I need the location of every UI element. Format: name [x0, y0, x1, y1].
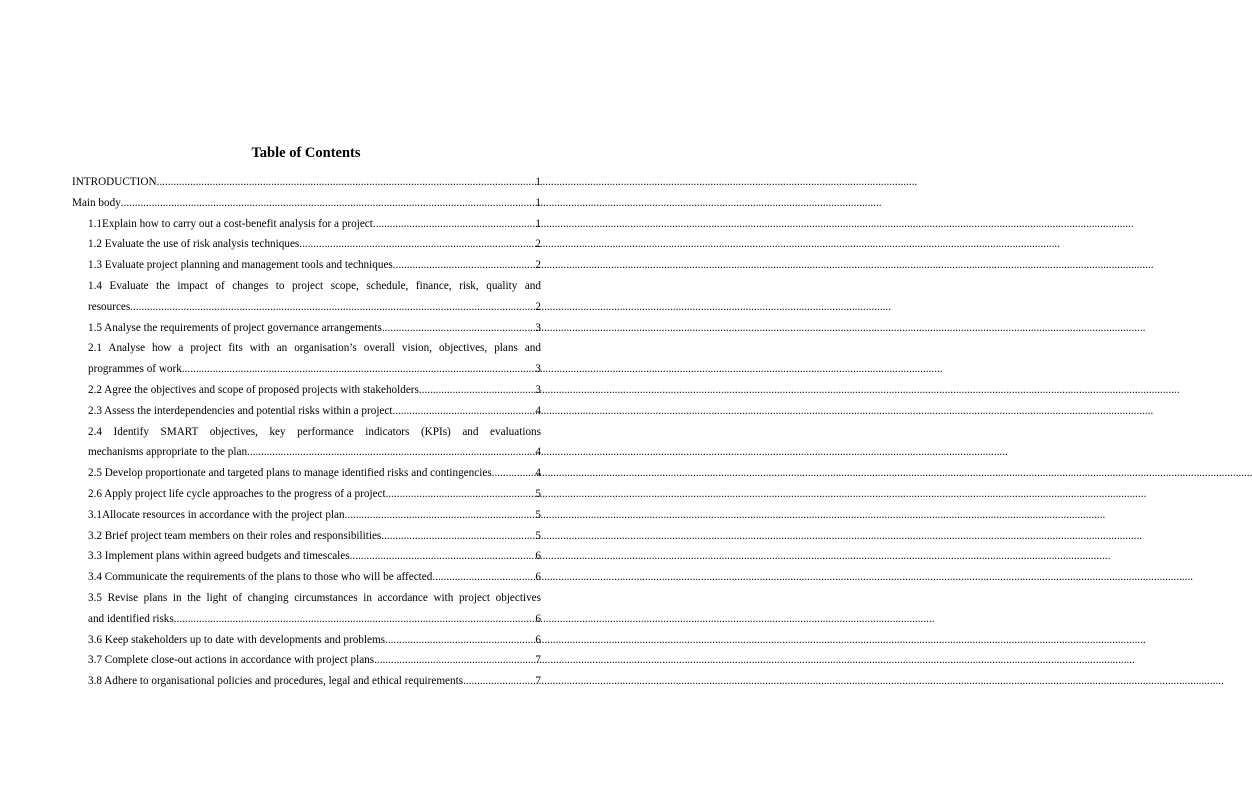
toc-entry-label: 3.3 Implement plans within agreed budgets and timescales: [88, 550, 350, 563]
toc-entry-2-5[interactable]: [72, 463, 541, 484]
toc-entry-1-3[interactable]: [72, 255, 541, 276]
toc-entry-label: 2.3 Assess the interdependencies and potential risks within a project: [88, 404, 393, 417]
toc-title: Table of Contents: [251, 145, 361, 161]
toc-entry-3-6[interactable]: [72, 630, 541, 651]
toc-dot-leader: [492, 463, 536, 484]
toc-dot-leader: [392, 401, 535, 422]
toc-entry-3-2[interactable]: [72, 526, 541, 547]
toc-entry-2-6[interactable]: [72, 484, 541, 505]
toc-entry-1-1[interactable]: [72, 214, 541, 235]
toc-page-number: 4: [535, 404, 541, 417]
toc-entry-label: 3.2 Brief project team members on their roles and responsibilities: [88, 529, 382, 542]
toc-dot-leader: [385, 630, 535, 651]
toc-entry-label: 2.2 Agree the objectives and scope of proposed projects with stakeholders: [88, 383, 419, 396]
toc-dot-leader: [350, 546, 536, 567]
toc-entry-2-1[interactable]: [72, 338, 541, 380]
toc-entry-label-continued: and identified risks: [88, 612, 174, 625]
toc-page-number: 1: [535, 217, 541, 230]
toc-page-number: 2: [535, 300, 541, 313]
toc-entry-label-continued: mechanisms appropriate to the plan: [88, 446, 248, 459]
toc-dot-leader: [463, 671, 535, 692]
toc-entry-introduction[interactable]: [72, 172, 541, 193]
toc-entry-3-7[interactable]: [72, 650, 541, 671]
toc-entry-label: 3.4 Communicate the requirements of the plans to those who will be affected: [88, 571, 433, 584]
toc-entry-label: 1.3 Evaluate project planning and management tools and techniques: [88, 259, 393, 272]
toc-entry-continuation: [88, 442, 541, 463]
toc-entry-label: Main body: [72, 196, 121, 209]
toc-dot-leader: [299, 234, 535, 255]
toc-entry-label: 1.5 Analyse the requirements of project governance arrangements.: [88, 321, 385, 334]
toc-dot-leader: [419, 380, 536, 401]
toc-entry-label: 3.5 Revise plans in the light of changing circumstances in accordance with project objectives: [88, 591, 541, 604]
toc-entry-1-5[interactable]: [72, 318, 541, 339]
toc-entry-label: 2.4 Identify SMART objectives, key performance indicators (KPIs) and evaluations: [88, 425, 541, 438]
toc-entry-3-3[interactable]: [72, 546, 541, 567]
toc-dot-leader: [393, 255, 536, 276]
toc-dot-leader: [385, 318, 536, 339]
toc-dot-leader: [247, 442, 535, 463]
toc-entry-label: 3.6 Keep stakeholders up to date with developments and problems: [88, 633, 386, 646]
toc-entry-label: 3.7 Complete close-out actions in accordance with project plans: [88, 654, 375, 667]
toc-page-number: 6: [535, 550, 541, 563]
toc-page-number: 6: [535, 571, 541, 584]
toc-dot-leader: [130, 297, 535, 318]
toc-dot-leader: [182, 359, 536, 380]
toc-page-number: 5: [535, 487, 541, 500]
toc-entry-3-4[interactable]: [72, 567, 541, 588]
toc-entry-continuation: [88, 297, 541, 318]
toc-page-number: 3: [535, 321, 541, 334]
toc-dot-leader: [174, 609, 536, 630]
toc-page-number: 6: [535, 612, 541, 625]
toc-entry-label: 2.1 Analyse how a project fits with an organisation’s overall vision, objectives, plans and: [88, 342, 541, 355]
toc-page-number: 4: [535, 467, 541, 480]
toc-page-number: 2: [535, 259, 541, 272]
toc-entry-label: 3.8 Adhere to organisational policies and procedures, legal and ethical requirements: [88, 675, 464, 688]
toc-dot-leader: [345, 505, 536, 526]
toc-page-number: 3: [535, 383, 541, 396]
toc-entry-3-1[interactable]: [72, 505, 541, 526]
toc-entry-label: 1.4 Evaluate the impact of changes to project scope, schedule, finance, risk, quality and: [88, 279, 541, 292]
toc-page-number: 6: [535, 633, 541, 646]
toc-entry-label-continued: resources: [88, 300, 131, 313]
toc-page-number: 1: [535, 196, 541, 209]
toc-dot-leader: [121, 193, 536, 214]
toc-entry-label: 1.2 Evaluate the use of risk analysis techniques: [88, 238, 300, 251]
toc-dot-leader: [381, 526, 535, 547]
toc-entry-1-2[interactable]: [72, 234, 541, 255]
toc-page-number: 7: [535, 675, 541, 688]
toc-entry-continuation: [88, 609, 541, 630]
toc-dot-leader: [373, 214, 536, 235]
toc-entry-label: 2.6 Apply project life cycle approaches to the progress of a project: [88, 487, 386, 500]
toc-entry-2-4[interactable]: [72, 422, 541, 464]
toc-entry-continuation: [88, 359, 541, 380]
toc-entry-2-2[interactable]: [72, 380, 541, 401]
toc-dot-leader: [432, 567, 535, 588]
toc-entry-1-4[interactable]: [72, 276, 541, 318]
toc-page-number: 5: [535, 508, 541, 521]
toc-dot-leader: [386, 484, 536, 505]
toc-entry-label-continued: programmes of work: [88, 363, 182, 376]
toc-entry-2-3[interactable]: [72, 401, 541, 422]
toc-entry-main-body[interactable]: [72, 193, 541, 214]
toc-entry-label: 3.1Allocate resources in accordance with the project plan: [88, 508, 345, 521]
toc-entry-label: INTRODUCTION: [72, 176, 157, 188]
toc-page-number: 4: [535, 446, 541, 459]
toc-page-number: 3: [535, 363, 541, 376]
toc-entry-3-8[interactable]: [72, 671, 541, 692]
toc-page-number: 5: [535, 529, 541, 542]
toc-entry-3-5[interactable]: [72, 588, 541, 630]
toc-dot-leader: [374, 650, 535, 671]
toc-entry-label: 1.1Explain how to carry out a cost-benefit analysis for a project: [88, 217, 373, 230]
toc-list: [72, 172, 541, 692]
toc-page-number: 1: [535, 176, 541, 188]
document-page: [0, 0, 612, 792]
toc-page-number: 2: [535, 238, 541, 251]
toc-entry-label: 2.5 Develop proportionate and targeted plans to manage identified risks and contingencies: [88, 467, 492, 480]
toc-dot-leader: [157, 172, 536, 193]
toc-page-number: 7: [535, 654, 541, 667]
